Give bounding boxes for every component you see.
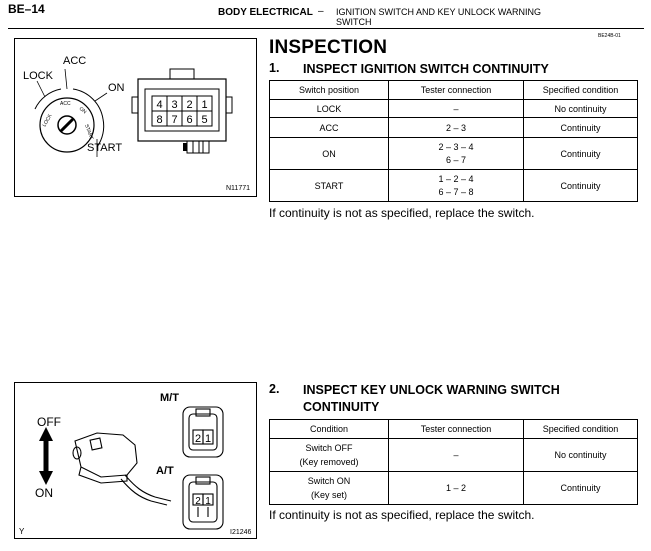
col-header-specified-condition: Specified condition [524, 81, 638, 100]
table-header-row [270, 81, 638, 100]
mt-pin-1: 1 [204, 433, 212, 445]
cell-specified: Continuity [524, 472, 638, 505]
page-title-line1: IGNITION SWITCH AND KEY UNLOCK WARNING [336, 7, 542, 17]
cell-condition [270, 472, 389, 505]
leader-acc [65, 69, 67, 89]
cell-connection-line2: 6 – 7 [445, 154, 467, 165]
cell-connection: 1 – 2 [389, 472, 524, 505]
switch-connector [132, 69, 232, 153]
pin-7: 7 [171, 114, 178, 126]
pin-1: 1 [201, 99, 208, 111]
at-connector [183, 475, 223, 529]
step1-heading [269, 61, 629, 79]
label-mt: M/T [160, 392, 179, 404]
cell-condition: Continuity [524, 170, 638, 202]
label-on: ON [35, 486, 53, 500]
arc-on [73, 89, 103, 119]
step2-heading [269, 382, 629, 418]
pin-4: 4 [156, 99, 163, 111]
step1-note: If continuity is not as specified, replace the switch. [269, 206, 535, 220]
leader-lock [37, 81, 45, 97]
pin-2: 2 [186, 99, 193, 111]
header-separator: – [318, 6, 324, 17]
inspection-heading: INSPECTION [269, 37, 388, 58]
cell-specified: No continuity [524, 439, 638, 472]
mt-connector [183, 407, 223, 457]
table-row [270, 118, 638, 138]
at-pin-1: 1 [205, 496, 211, 507]
cell-condition: Continuity [524, 138, 638, 170]
label-acc: ACC [63, 55, 87, 67]
at-pin-2: 2 [195, 496, 201, 507]
cell-condition-line1: Switch ON [307, 476, 351, 486]
label-lock: LOCK [23, 70, 53, 82]
step1-title: INSPECT IGNITION SWITCH CONTINUITY [303, 62, 549, 76]
figure1-id: N11771 [226, 185, 251, 192]
cell-connection: – [389, 439, 524, 472]
col-header-tester-connection: Tester connection [389, 81, 524, 100]
cell-position: ON [270, 138, 389, 170]
cell-connection-line1: 2 – 3 – 4 [438, 141, 474, 152]
cell-position: ACC [270, 118, 389, 138]
header-rule [8, 28, 644, 29]
key-unlock-switch-diagram [15, 383, 256, 538]
step2-note: If continuity is not as specified, replace the switch. [269, 508, 535, 522]
cell-condition-line2: (Key removed) [299, 457, 359, 467]
doc-code: BE24B-01 [598, 33, 621, 39]
table-row [270, 472, 638, 505]
label-on: ON [108, 82, 125, 94]
cell-condition [270, 439, 389, 472]
ignition-continuity-table [269, 80, 638, 202]
figure2-id: I21246 [230, 529, 252, 536]
pin-8: 8 [156, 114, 163, 126]
step2-number: 2. [269, 382, 280, 396]
cell-connection: 2 – 3 [389, 118, 524, 138]
step1-number: 1. [269, 61, 280, 75]
dial-label-acc: ACC [60, 101, 71, 107]
section-title: BODY ELECTRICAL [218, 7, 313, 18]
cell-connection: – [389, 100, 524, 118]
pin-3: 3 [171, 99, 178, 111]
cell-connection-line2: 6 – 7 – 8 [438, 186, 474, 197]
table-row [270, 170, 638, 202]
dial-label-start: START [83, 123, 95, 141]
cell-condition: Continuity [524, 118, 638, 138]
dial-label-lock: LOCK [41, 113, 54, 128]
table-row [270, 138, 638, 170]
off-on-arrow [39, 427, 53, 485]
cell-position: LOCK [270, 100, 389, 118]
label-at: A/T [156, 465, 174, 477]
cell-connection [389, 138, 524, 170]
pin-6: 6 [186, 114, 193, 126]
dial-label-on: ON [77, 105, 88, 116]
label-start: START [87, 142, 123, 154]
cell-connection-line1: 1 – 2 – 4 [438, 173, 474, 184]
table-header-row [270, 420, 638, 439]
cell-connection [389, 170, 524, 202]
key-unlock-switch-figure [14, 382, 257, 539]
step2-title-line2: CONTINUITY [303, 400, 380, 414]
table-row [270, 439, 638, 472]
leader-on [95, 93, 107, 101]
col-header-tester-connection: Tester connection [389, 420, 524, 439]
page-id: BE–14 [8, 2, 45, 16]
table-row [270, 100, 638, 118]
label-off: OFF [37, 415, 61, 429]
pin-5: 5 [201, 114, 208, 126]
corner-mark: Y [19, 527, 25, 536]
step2-title-line1: INSPECT KEY UNLOCK WARNING SWITCH [303, 383, 560, 397]
col-header-condition: Condition [270, 420, 389, 439]
ignition-switch-diagram [15, 39, 256, 196]
col-header-specified-condition: Specified condition [524, 420, 638, 439]
key-unlock-continuity-table [269, 419, 638, 505]
ignition-switch-figure [14, 38, 257, 197]
mt-pin-2: 2 [194, 433, 202, 445]
cell-condition-line1: Switch OFF [305, 443, 353, 453]
page-title [336, 7, 576, 27]
cell-condition-line2: (Key set) [310, 490, 347, 500]
cell-position: START [270, 170, 389, 202]
col-header-switch-position: Switch position [270, 81, 389, 100]
step2-title [303, 382, 603, 416]
page-title-line2: SWITCH [336, 17, 372, 27]
cell-condition: No continuity [524, 100, 638, 118]
